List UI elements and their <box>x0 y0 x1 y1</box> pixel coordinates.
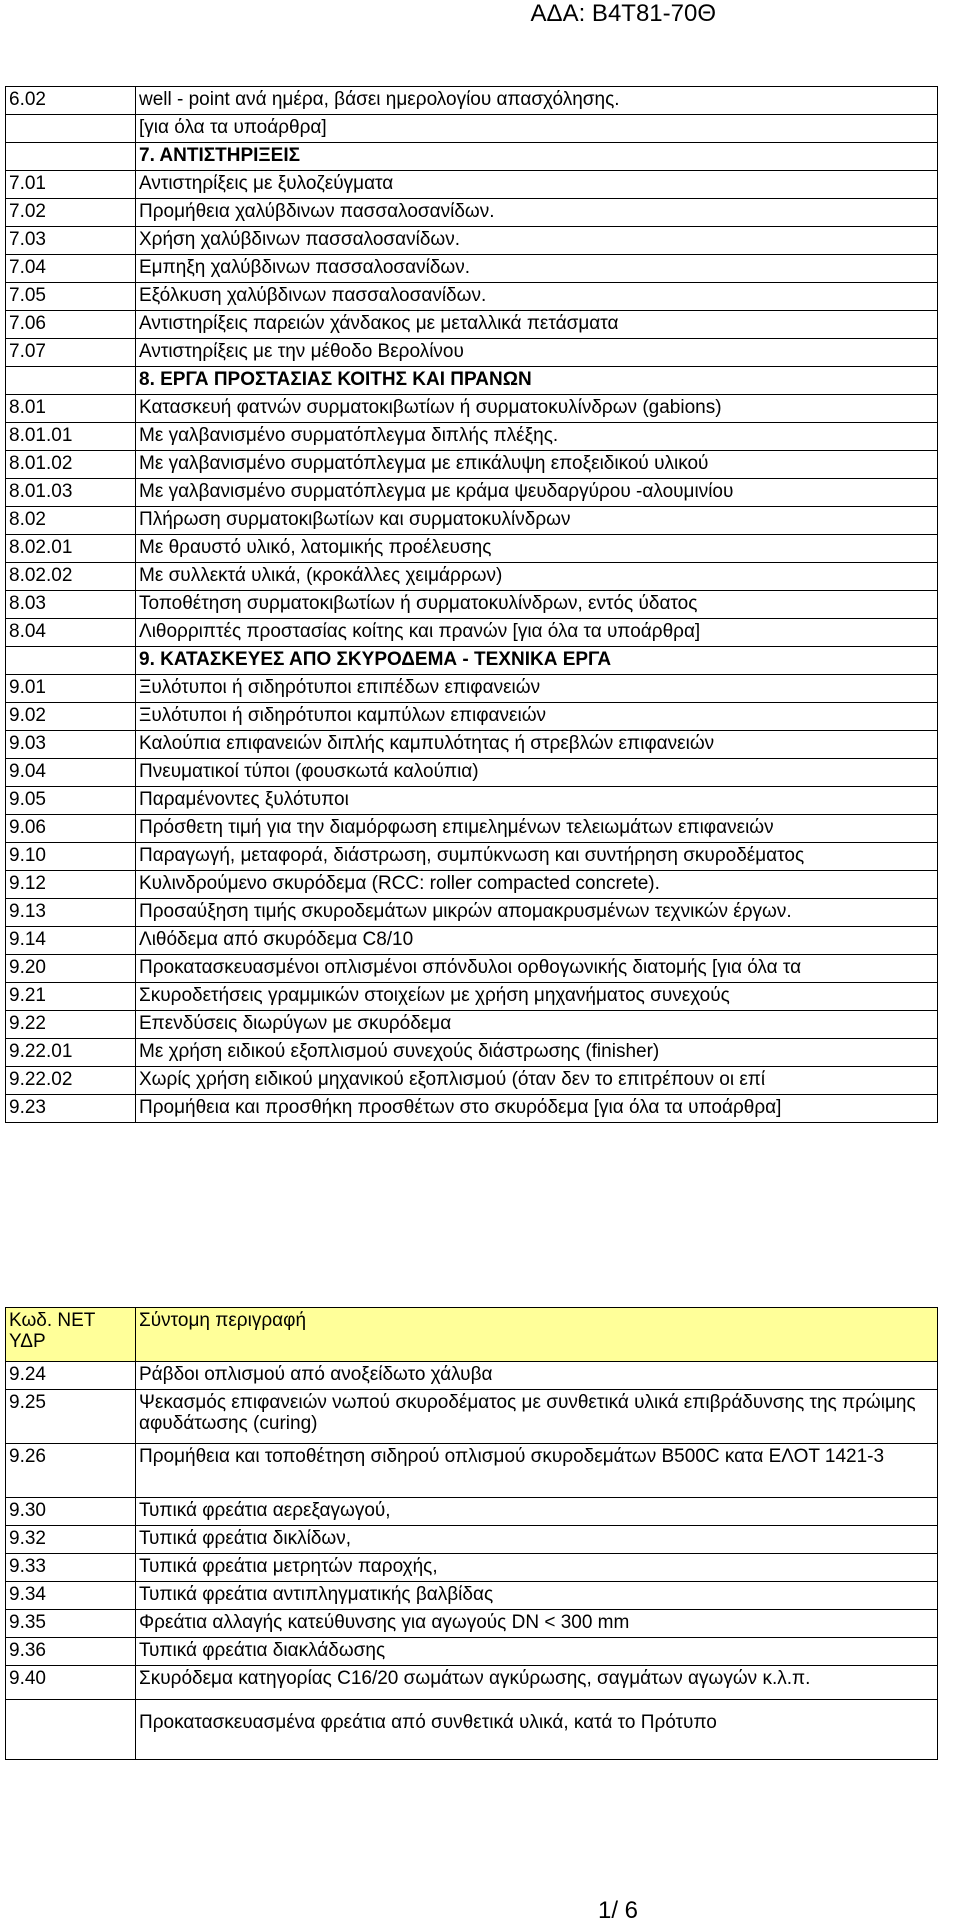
item-code: 9.22 <box>6 1011 136 1039</box>
item-code: 9.06 <box>6 815 136 843</box>
table-row <box>6 591 938 619</box>
item-description: Σκυροδετήσεις γραμμικών στοιχείων με χρήση μηχανήματος συνεχούς <box>136 983 938 1011</box>
item-code: 9.23 <box>6 1095 136 1123</box>
item-code <box>6 1700 136 1760</box>
item-description: Με χρήση ειδικού εξοπλισμού συνεχούς διάστρωσης (finisher) <box>136 1039 938 1067</box>
table-row <box>6 731 938 759</box>
item-description: Φρεάτια αλλαγής κατεύθυνσης για αγωγούς DN < 300 mm <box>136 1610 938 1638</box>
item-description: Τυπικά φρεάτια αερεξαγωγού, <box>136 1498 938 1526</box>
item-code: 9.24 <box>6 1362 136 1390</box>
item-code: 9.35 <box>6 1610 136 1638</box>
item-description: Ράβδοι οπλισμού από ανοξείδωτο χάλυβα <box>136 1362 938 1390</box>
item-description: Πλήρωση συρματοκιβωτίων και συρματοκυλίνδρων <box>136 507 938 535</box>
table-row <box>6 619 938 647</box>
item-code: 7.06 <box>6 311 136 339</box>
table-row <box>6 843 938 871</box>
items-table-2 <box>5 1307 938 1760</box>
table-row <box>6 423 938 451</box>
item-code: 9.13 <box>6 899 136 927</box>
table-row <box>6 675 938 703</box>
item-code: 9.40 <box>6 1666 136 1700</box>
item-code: 8.02 <box>6 507 136 535</box>
item-code: 9.34 <box>6 1582 136 1610</box>
item-description: Προκατασκευασμένοι οπλισμένοι σπόνδυλοι ορθογωνικής διατομής [για όλα τα <box>136 955 938 983</box>
ada-header: ΑΔΑ: Β4Τ81-70Θ <box>530 0 716 27</box>
section-heading: 9. ΚΑΤΑΣΚΕΥΕΣ ΑΠΟ ΣΚΥΡΟΔΕΜΑ - ΤΕΧΝΙΚΑ ΕΡΓΑ <box>136 647 938 675</box>
table-row <box>6 479 938 507</box>
table-row <box>6 1700 938 1760</box>
item-code: 9.14 <box>6 927 136 955</box>
item-code: 8.01.03 <box>6 479 136 507</box>
table-row <box>6 171 938 199</box>
table-row <box>6 1526 938 1554</box>
section-heading: 8. ΕΡΓΑ ΠΡΟΣΤΑΣΙΑΣ ΚΟΙΤΗΣ ΚΑΙ ΠΡΑΝΩΝ <box>136 367 938 395</box>
item-description: [για όλα τα υποάρθρα] <box>136 115 938 143</box>
table-row <box>6 507 938 535</box>
table-row <box>6 143 938 171</box>
table-row <box>6 87 938 115</box>
item-description: Τυπικά φρεάτια αντιπληγματικής βαλβίδας <box>136 1582 938 1610</box>
header-code-cell: Κωδ. ΝΕΤ ΥΔΡ <box>6 1308 136 1362</box>
item-description: Προκατασκευασμένα φρεάτια από συνθετικά υλικά, κατά το Πρότυπο <box>136 1700 938 1760</box>
item-description: Εξόλκυση χαλύβδινων πασσαλοσανίδων. <box>136 283 938 311</box>
table-row <box>6 1582 938 1610</box>
table-row <box>6 815 938 843</box>
item-description: Με γαλβανισμένο συρματόπλεγμα με κράμα ψευδαργύρου -αλουμινίου <box>136 479 938 507</box>
table-row <box>6 1498 938 1526</box>
table-row <box>6 1039 938 1067</box>
item-description: Λιθορριπτές προστασίας κοίτης και πρανών [για όλα τα υποάρθρα] <box>136 619 938 647</box>
item-code: 8.02.02 <box>6 563 136 591</box>
item-description: Χωρίς χρήση ειδικού μηχανικού εξοπλισμού (όταν δεν το επιτρέπουν οι επί <box>136 1067 938 1095</box>
item-description: Λιθόδεμα από σκυρόδεμα C8/10 <box>136 927 938 955</box>
item-description: Αντιστηρίξεις με την μέθοδο Βερολίνου <box>136 339 938 367</box>
table-row <box>6 983 938 1011</box>
table-row <box>6 283 938 311</box>
item-code: 9.25 <box>6 1390 136 1444</box>
item-code: 9.26 <box>6 1444 136 1498</box>
item-description: Προμήθεια και προσθήκη προσθέτων στο σκυρόδεμα [για όλα τα υποάρθρα] <box>136 1095 938 1123</box>
item-code: 7.07 <box>6 339 136 367</box>
item-code: 9.22.01 <box>6 1039 136 1067</box>
item-description: Επενδύσεις διωρύγων με σκυρόδεμα <box>136 1011 938 1039</box>
table-row <box>6 787 938 815</box>
table-row <box>6 871 938 899</box>
item-description: Με γαλβανισμένο συρματόπλεγμα με επικάλυψη εποξειδικού υλικού <box>136 451 938 479</box>
item-code: 9.10 <box>6 843 136 871</box>
table-row <box>6 367 938 395</box>
item-description: Τυπικά φρεάτια μετρητών παροχής, <box>136 1554 938 1582</box>
item-code: 9.36 <box>6 1638 136 1666</box>
item-code: 9.03 <box>6 731 136 759</box>
table-row <box>6 451 938 479</box>
item-code: 9.33 <box>6 1554 136 1582</box>
item-description: Ξυλότυποι ή σιδηρότυποι καμπύλων επιφανειών <box>136 703 938 731</box>
item-description: Τυπικά φρεάτια διακλάδωσης <box>136 1638 938 1666</box>
item-description: Προμήθεια και τοποθέτηση σιδηρού οπλισμού σκυροδεμάτων B500C κατα ΕΛΟΤ 1421-3 <box>136 1444 938 1498</box>
item-code: 8.01 <box>6 395 136 423</box>
table-row <box>6 535 938 563</box>
table-row <box>6 1610 938 1638</box>
table-row <box>6 311 938 339</box>
item-description: Παραγωγή, μεταφορά, διάστρωση, συμπύκνωση και συντήρηση σκυροδέματος <box>136 843 938 871</box>
item-code: 9.04 <box>6 759 136 787</box>
item-description: Με συλλεκτά υλικά, (κροκάλλες χειμάρρων) <box>136 563 938 591</box>
item-code: 7.04 <box>6 255 136 283</box>
item-description: Προσαύξηση τιμής σκυροδεμάτων μικρών απομακρυσμένων τεχνικών έργων. <box>136 899 938 927</box>
item-description: Καλούπια επιφανειών διπλής καμπυλότητας ή στρεβλών επιφανειών <box>136 731 938 759</box>
item-description: Τυπικά φρεάτια δικλίδων, <box>136 1526 938 1554</box>
table-row <box>6 199 938 227</box>
table-row <box>6 1444 938 1498</box>
table-row <box>6 395 938 423</box>
table-row <box>6 1067 938 1095</box>
item-code: 6.02 <box>6 87 136 115</box>
table-row <box>6 563 938 591</box>
item-code: 8.04 <box>6 619 136 647</box>
table-row <box>6 1362 938 1390</box>
table-row <box>6 927 938 955</box>
table-row <box>6 1390 938 1444</box>
items-table-1 <box>5 86 938 1123</box>
table-row <box>6 1095 938 1123</box>
item-code: 9.05 <box>6 787 136 815</box>
item-code: 7.01 <box>6 171 136 199</box>
table-header-row <box>6 1308 938 1362</box>
table-row <box>6 703 938 731</box>
item-description: Πρόσθετη τιμή για την διαμόρφωση επιμελημένων τελειωμάτων επιφανειών <box>136 815 938 843</box>
table-row <box>6 115 938 143</box>
item-code <box>6 115 136 143</box>
item-description: Εμπηξη χαλύβδινων πασσαλοσανίδων. <box>136 255 938 283</box>
item-description: Ψεκασμός επιφανειών νωπού σκυροδέματος με συνθετικά υλικά επιβράδυνσης της πρώιμης αφυδάτωσης (curing) <box>136 1390 938 1444</box>
table-row <box>6 647 938 675</box>
item-code: 9.01 <box>6 675 136 703</box>
item-code: 8.01.02 <box>6 451 136 479</box>
item-description: Κατασκευή φατνών συρματοκιβωτίων ή συρματοκυλίνδρων (gabions) <box>136 395 938 423</box>
section-heading: 7. ΑΝΤΙΣΤΗΡΙΞΕΙΣ <box>136 143 938 171</box>
item-code: 9.22.02 <box>6 1067 136 1095</box>
item-code: 9.21 <box>6 983 136 1011</box>
item-code <box>6 367 136 395</box>
item-code: 9.32 <box>6 1526 136 1554</box>
item-code: 9.20 <box>6 955 136 983</box>
item-description: Κυλινδρούμενο σκυρόδεμα (RCC: roller compacted concrete). <box>136 871 938 899</box>
item-code <box>6 647 136 675</box>
item-description: Χρήση χαλύβδινων πασσαλοσανίδων. <box>136 227 938 255</box>
item-description: Με θραυστό υλικό, λατομικής προέλευσης <box>136 535 938 563</box>
item-code: 9.02 <box>6 703 136 731</box>
table-row <box>6 1554 938 1582</box>
item-description: Πνευματικοί τύποι (φουσκωτά καλούπια) <box>136 759 938 787</box>
table-row <box>6 255 938 283</box>
item-code: 9.12 <box>6 871 136 899</box>
item-code: 9.30 <box>6 1498 136 1526</box>
item-code: 7.02 <box>6 199 136 227</box>
table-row <box>6 1666 938 1700</box>
table-row <box>6 227 938 255</box>
item-description: Σκυρόδεμα κατηγορίας C16/20 σωμάτων αγκύρωσης, σαγμάτων αγωγών κ.λ.π. <box>136 1666 938 1700</box>
table-row <box>6 759 938 787</box>
header-desc-cell: Σύντομη περιγραφή <box>136 1308 938 1362</box>
table-row <box>6 899 938 927</box>
item-code: 8.01.01 <box>6 423 136 451</box>
table-row <box>6 339 938 367</box>
item-code: 8.02.01 <box>6 535 136 563</box>
item-code: 7.03 <box>6 227 136 255</box>
item-code: 8.03 <box>6 591 136 619</box>
item-description: well - point ανά ημέρα, βάσει ημερολογίου απασχόλησης. <box>136 87 938 115</box>
item-description: Αντιστηρίξεις με ξυλοζεύγματα <box>136 171 938 199</box>
page-number: 1/ 6 <box>597 1897 639 1924</box>
item-code <box>6 143 136 171</box>
item-description: Παραμένοντες ξυλότυποι <box>136 787 938 815</box>
item-description: Ξυλότυποι ή σιδηρότυποι επιπέδων επιφανειών <box>136 675 938 703</box>
item-description: Αντιστηρίξεις παρειών χάνδακος με μεταλλικά πετάσματα <box>136 311 938 339</box>
table-row <box>6 1638 938 1666</box>
table-row <box>6 955 938 983</box>
table-row <box>6 1011 938 1039</box>
item-description: Με γαλβανισμένο συρματόπλεγμα διπλής πλέξης. <box>136 423 938 451</box>
item-code: 7.05 <box>6 283 136 311</box>
item-description: Προμήθεια χαλύβδινων πασσαλοσανίδων. <box>136 199 938 227</box>
item-description: Τοποθέτηση συρματοκιβωτίων ή συρματοκυλίνδρων, εντός ύδατος <box>136 591 938 619</box>
